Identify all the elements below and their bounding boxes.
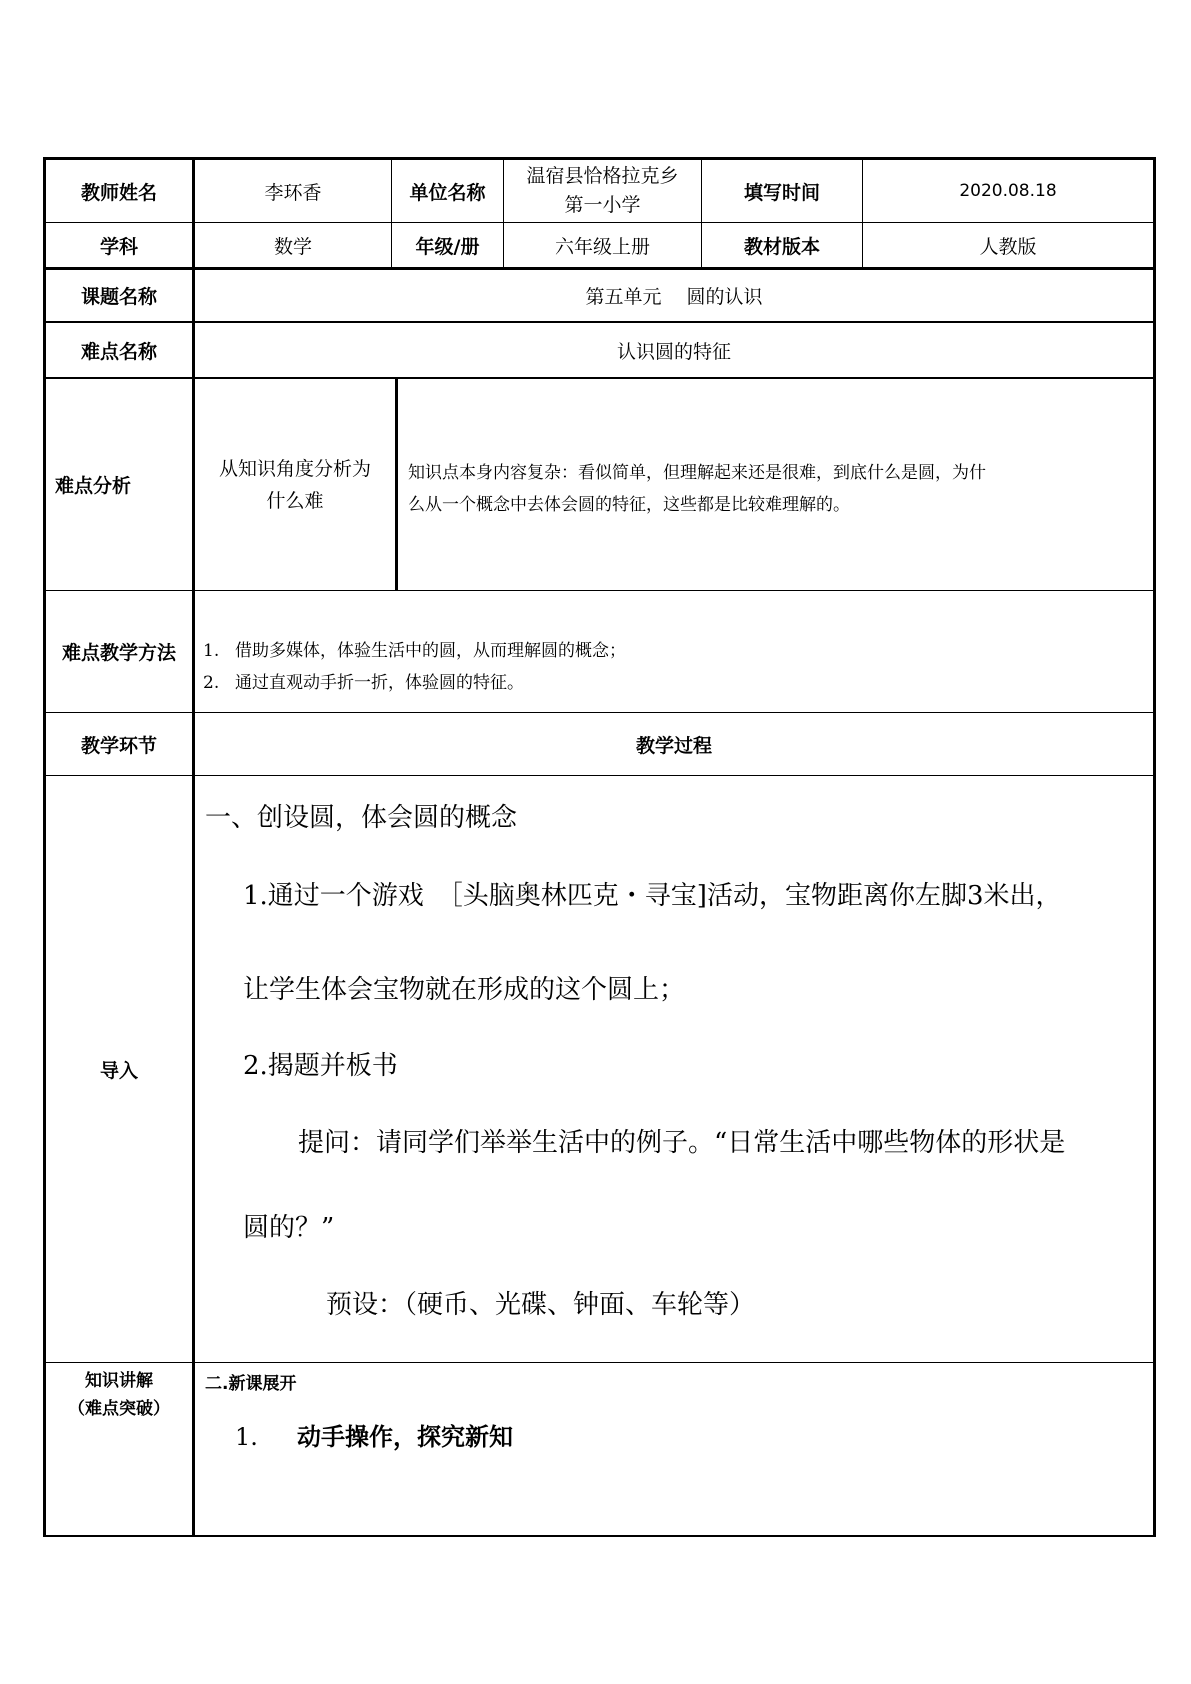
edition-label: 教材版本 xyxy=(743,235,820,258)
intro-paragraph-1-line-2: 让学生体会宝物就在形成的这个圆上； xyxy=(243,975,686,1005)
method-item xyxy=(203,635,1143,667)
process-label: 教学过程 xyxy=(635,734,712,757)
method-item-number: 2. xyxy=(203,673,220,693)
method-list xyxy=(203,635,1143,699)
unit-line-1: 温宿县恰格拉克乡 xyxy=(526,165,679,187)
grade-value: 六年级上册 xyxy=(554,235,650,258)
knowledge-label-line-2: （难点突破） xyxy=(68,1399,170,1419)
analysis-sublabel xyxy=(195,379,395,590)
topic-label: 课题名称 xyxy=(80,286,157,308)
analysis-sublabel-line-2: 什么难 xyxy=(266,489,324,512)
topic-value: 第五单元 圆的认识 xyxy=(585,286,763,308)
knowledge-item xyxy=(235,1417,513,1452)
process-stage-label: 教学环节 xyxy=(80,734,157,757)
teacher-label: 教师姓名 xyxy=(80,181,157,204)
knowledge-label xyxy=(46,1367,192,1423)
knowledge-item-number: 1. xyxy=(235,1423,258,1451)
intro-heading: 一、创设圆，体会圆的概念 xyxy=(205,803,518,833)
edition-value: 人教版 xyxy=(979,235,1037,258)
difficulty-value: 认识圆的特征 xyxy=(616,340,731,363)
unit-line-2: 第一小学 xyxy=(564,194,641,216)
intro-paragraph-2: 2.揭题并板书 xyxy=(243,1051,398,1081)
subject-value: 数学 xyxy=(273,235,312,258)
intro-paragraph-1-line-1: 1.通过一个游戏 ［头脑奥林匹克・寻宝]活动，宝物距离你左脚3米出， xyxy=(243,881,1062,911)
method-item-number: 1. xyxy=(203,641,220,661)
method-item xyxy=(203,667,1143,699)
intro-question-line-1: 提问：请同学们举举生活中的例子。“日常生活中哪些物体的形状是 xyxy=(298,1128,1066,1158)
lesson-plan-table xyxy=(43,157,1156,1537)
unit-label: 单位名称 xyxy=(409,181,486,204)
subject-label: 学科 xyxy=(99,235,138,258)
analysis-text xyxy=(408,457,1148,521)
method-item-text: 通过直观动手折一折，体验圆的特征。 xyxy=(235,673,524,693)
difficulty-label: 难点名称 xyxy=(80,340,157,363)
date-label: 填写时间 xyxy=(743,181,820,204)
analysis-text-line-2: 么从一个概念中去体会圆的特征，这些都是比较难理解的。 xyxy=(408,495,850,515)
analysis-text-line-1: 知识点本身内容复杂：看似简单，但理解起来还是很难，到底什么是圆，为什 xyxy=(408,463,986,483)
method-item-text: 借助多媒体，体验生活中的圆，从而理解圆的概念； xyxy=(235,641,626,661)
knowledge-label-line-1: 知识讲解 xyxy=(85,1371,153,1391)
grade-label: 年级/册 xyxy=(415,235,480,258)
unit-value xyxy=(504,160,701,222)
date-value: 2020.08.18 xyxy=(959,181,1057,201)
knowledge-item-text: 动手操作，探究新知 xyxy=(297,1423,513,1451)
analysis-label: 难点分析 xyxy=(55,475,132,497)
method-label: 难点教学方法 xyxy=(61,642,176,664)
intro-question-line-2: 圆的？” xyxy=(243,1213,335,1243)
knowledge-section: 二.新课展开 xyxy=(205,1374,297,1394)
intro-label: 导入 xyxy=(99,1059,138,1082)
analysis-sublabel-line-1: 从知识角度分析为 xyxy=(218,457,371,480)
teacher-name: 李环香 xyxy=(264,181,322,204)
intro-preset: 预设：（硬币、光碟、钟面、车轮等） xyxy=(326,1290,756,1320)
